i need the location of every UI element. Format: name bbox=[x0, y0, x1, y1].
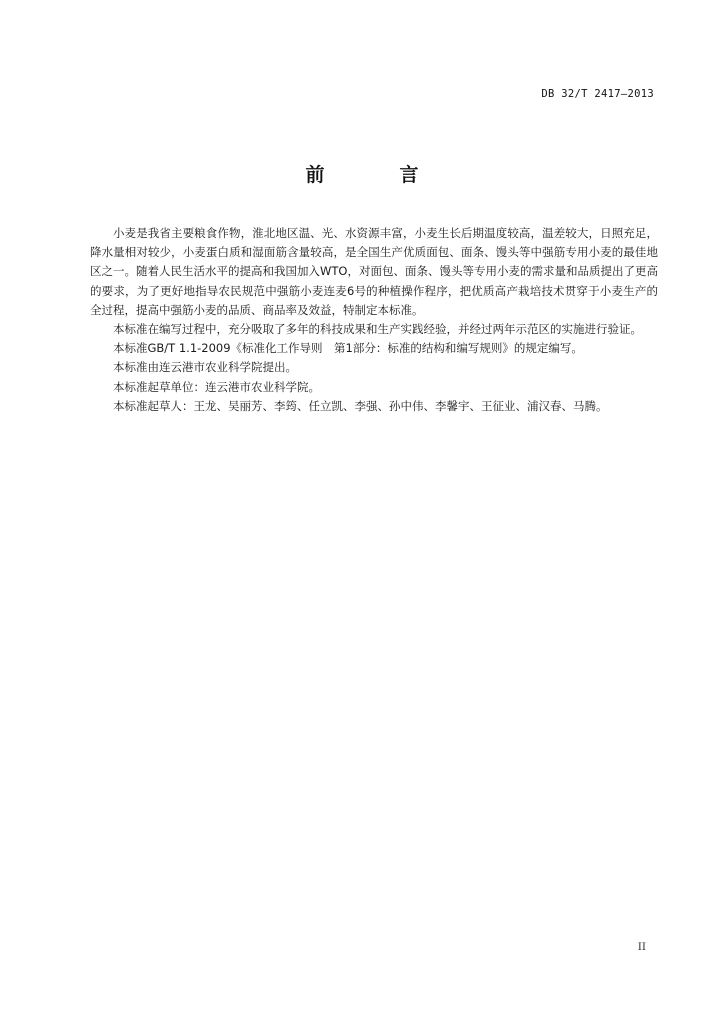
page-number: II bbox=[637, 941, 646, 953]
document-code: DB 32/T 2417—2013 bbox=[541, 88, 654, 100]
page-title: 前 言 bbox=[305, 164, 447, 186]
foreword-body bbox=[90, 224, 658, 416]
paragraph-drafters: 本标准起草人：王龙、吴丽芳、李筠、任立凯、李强、孙中伟、李馨宇、王征业、浦汉春、马腾。 bbox=[113, 398, 608, 413]
paragraph-background: 小麦是我省主要粮食作物，淮北地区温、光、水资源丰富，小麦生长后期温度较高，温差较大，日照充足，降水量相对较少，小麦蛋白质和湿面筋含量较高，是全国生产优质面包、面条、馒头等中强筋专用小麦的最佳地区之一。随着人民生活水平的提高和我国加入WTO，对面包、面条、馒头等专用小麦的需求量和品质提出了更高的要求，为了更好地指导农民规范中强筋小麦连麦6号的种植操作程序，把优质高产栽培技术贯穿于小麦生产的全过程，提高中强筋小麦的品质、商品率及效益，特制定本标准。 bbox=[90, 226, 658, 317]
paragraph-drafting-unit: 本标准起草单位：连云港市农业科学院。 bbox=[113, 379, 320, 394]
paragraph-proposer: 本标准由连云港市农业科学院提出。 bbox=[113, 360, 297, 375]
paragraph-verification: 本标准在编写过程中，充分吸取了多年的科技成果和生产实践经验，并经过两年示范区的实施进行验证。 bbox=[113, 322, 642, 337]
paragraph-drafting-rules: 本标准GB/T 1.1-2009《标准化工作导则 第1部分：标准的结构和编写规则》的规定编写。 bbox=[113, 341, 583, 356]
